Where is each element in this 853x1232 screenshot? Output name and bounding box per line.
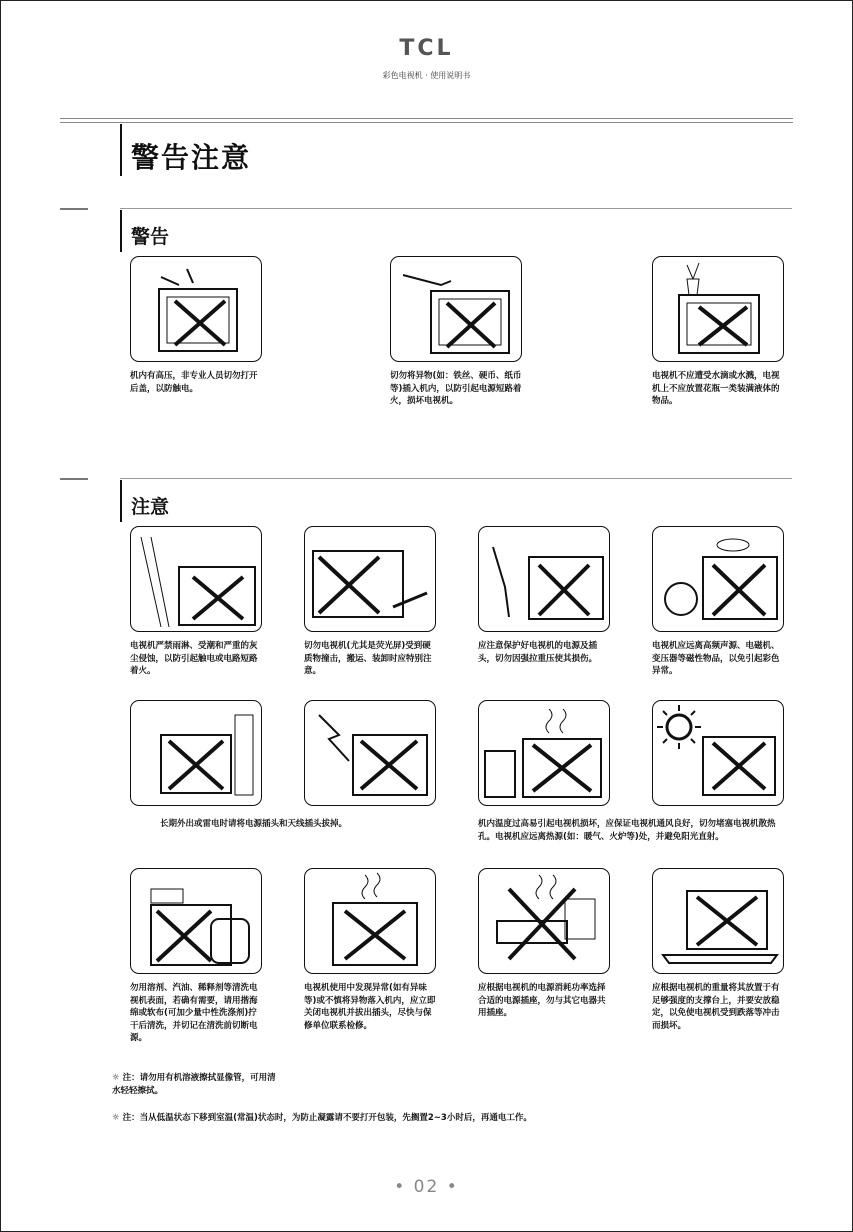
caution-caption-3: 应注意保护好电视机的电源及插头，切勿因强拉重压使其损伤。	[478, 641, 598, 664]
tv-sunlight-icon	[652, 700, 784, 806]
caution-caption-row3-4: 应根据电视机的重量将其放置于有足够强度的支撑台上，并要安放稳定，以免使电视机受到跌落等冲击而损坏。	[652, 983, 780, 1031]
header-rule	[60, 118, 793, 119]
sun-bullet-icon: ☼	[112, 1073, 123, 1083]
tv-heater-icon	[478, 700, 610, 806]
section-bar	[120, 480, 122, 522]
section-rule	[120, 478, 792, 479]
tv-speaker-magnet-icon	[652, 526, 784, 632]
caution-row2-left-caption: 长期外出或雷电时请将电源插头和天线插头拔掉。	[160, 819, 348, 829]
tv-lightning-icon	[304, 700, 436, 806]
tv-stand-support-icon	[652, 868, 784, 974]
warning-caption-3: 电视机不应遭受水滴或水溅，电视机上不应放置花瓶一类装满液体的物品。	[652, 371, 780, 406]
caution-caption-4: 电视机应远离高频声源、电磁机、变压器等磁性物品，以免引起彩色异常。	[652, 641, 780, 676]
page-number: • 02 •	[394, 1177, 459, 1197]
caution-caption-1: 电视机严禁雨淋、受潮和严重的灰尘侵蚀，以防引起触电或电路短路着火。	[130, 641, 258, 676]
caution-caption-2: 切勿电视机(尤其是荧光屏)受到硬质物撞击，搬运、装卸时应特别注意。	[304, 641, 432, 676]
tv-unplug-away-icon	[130, 700, 262, 806]
tv-power-cord-icon	[478, 526, 610, 632]
caution-caption-row3-1: 勿用溶剂、汽油、稀释剂等清洗电视机表面，若确有需要，请用揩海绵或软布(可加少量中性洗涤剂)拧干后清洗，并切记在清洗前切断电源。	[130, 983, 258, 1043]
note-1-text: 注：请勿用有机溶液擦拭显像管，可用清水轻轻擦拭。	[112, 1073, 276, 1096]
header-rule-secondary	[60, 122, 793, 123]
warning-caption-1: 机内有高压，非专业人员切勿打开后盖，以防触电。	[130, 371, 258, 394]
note-1	[112, 1072, 282, 1097]
tv-scratch-screen-icon	[304, 526, 436, 632]
warning-title: 警告	[131, 226, 170, 248]
caution-title: 注意	[131, 496, 170, 518]
tv-humid-place-icon	[130, 526, 262, 632]
caution-caption-row3-2: 电视机使用中发现异常(如有异味等)或不慎将异物落入机内，应立即关闭电视机并拔出插头，尽快与保修单位联系检修。	[304, 983, 436, 1031]
tv-insert-object-icon	[390, 256, 522, 362]
tv-vase-water-icon	[652, 256, 784, 362]
caution-caption-row3-3: 应根据电视机的电源消耗功率选择合适的电源插座，勿与其它电器共用插座。	[478, 983, 606, 1018]
note-2	[112, 1112, 752, 1125]
tv-open-back-icon	[130, 256, 262, 362]
brand-logo: TCL	[399, 36, 454, 61]
section-bar	[120, 210, 122, 252]
tv-power-outlet-icon	[478, 868, 610, 974]
section-dash	[60, 208, 88, 210]
manual-subtitle: 彩色电视机 · 使用说明书	[382, 71, 471, 80]
tv-smoke-abnormal-icon	[304, 868, 436, 974]
page-title: 警告注意	[131, 141, 252, 174]
section-dash	[60, 478, 88, 480]
note-2-text: 注：当从低温状态下移到室温(常温)状态时，为防止凝露请不要打开包装，先搁置2~3小时后，再通电工作。	[122, 1113, 532, 1123]
caution-row2-right-caption: 机内温度过高易引起电视机损坏，应保证电视机通风良好，切勿堵塞电视机散热孔。电视机应远离热源(如：暖气、火炉等)处，并避免阳光直射。	[478, 819, 776, 842]
warning-caption-2: 切勿将异物(如：铁丝、硬币、纸币等)插入机内，以防引起电源短路着火，损坏电视机。	[390, 371, 522, 406]
sun-bullet-icon: ☼	[112, 1113, 123, 1123]
tv-cleaning-icon	[130, 868, 262, 974]
section-rule	[120, 208, 792, 209]
title-bar	[120, 124, 122, 176]
